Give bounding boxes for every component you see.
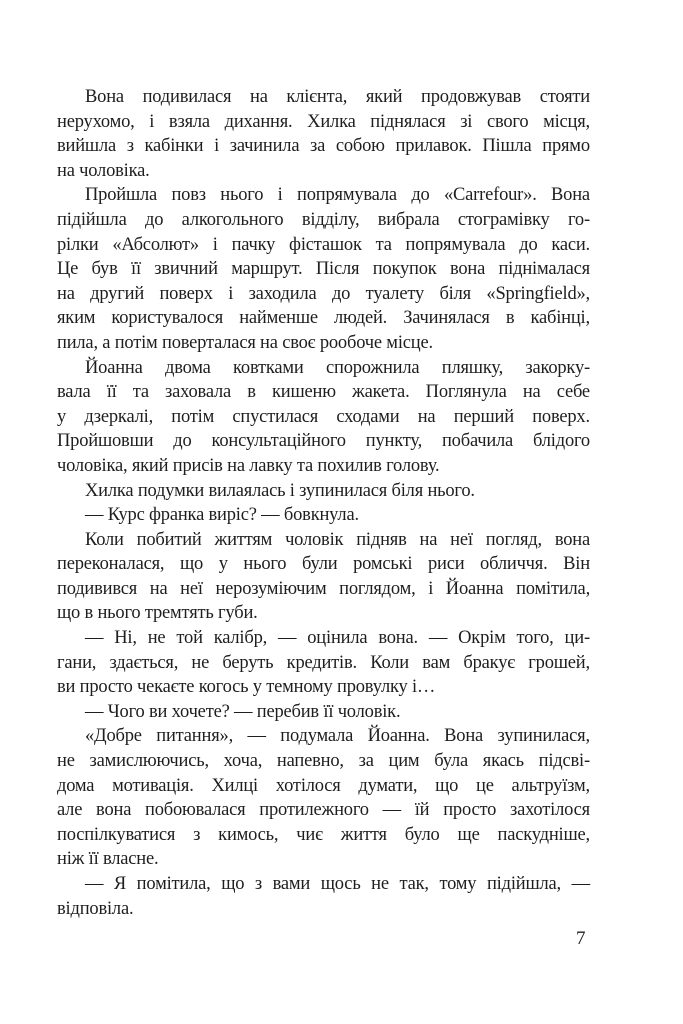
word: нерозуміючим (215, 578, 327, 599)
word: пляшку, (441, 357, 504, 378)
word: нього (220, 185, 264, 206)
word: повз (171, 185, 206, 206)
text-line (57, 798, 590, 823)
word: вона (96, 800, 132, 821)
word: на (419, 529, 438, 550)
text-line: пила, а потім поверталася на своє рообоче місце. (57, 332, 433, 353)
word: щось (320, 874, 361, 894)
word: їй (414, 800, 430, 821)
text-line (57, 257, 590, 282)
word: до (411, 185, 430, 206)
word: думати, (358, 775, 418, 796)
word: була (434, 751, 468, 772)
text-line (57, 724, 590, 749)
word: питання», (156, 726, 233, 747)
word: Пройшовши (57, 431, 154, 452)
paragraph (57, 85, 590, 183)
word: це (476, 775, 494, 796)
word: — (571, 874, 590, 894)
word: кишеню (271, 382, 336, 403)
word: заходила (248, 283, 317, 304)
text-line (57, 380, 590, 405)
word: клієнта, (286, 87, 348, 107)
word: вона (449, 259, 486, 280)
text-line (57, 183, 590, 208)
text-line (57, 528, 590, 553)
word: — (382, 800, 401, 821)
word: здається, (109, 652, 179, 673)
word: грошей, (528, 652, 590, 673)
text-line (57, 233, 590, 258)
paragraph (57, 183, 590, 355)
word: стояти (539, 87, 590, 107)
page-text (57, 85, 590, 921)
word: — (85, 628, 104, 649)
word: собою (335, 136, 385, 157)
word: поверх. (532, 406, 590, 427)
word: та (132, 382, 149, 403)
word: другий (90, 283, 145, 304)
word: і (428, 578, 434, 599)
word: були (301, 554, 338, 575)
word: Йоанна (445, 578, 504, 599)
text-line (57, 749, 590, 774)
word: спустилася (232, 406, 319, 427)
word: на (57, 283, 75, 304)
word: помітила, (136, 874, 211, 894)
word: подивилася (142, 87, 232, 107)
word: «Абсолют» (112, 234, 199, 255)
word: кабінці, (530, 308, 590, 329)
word: на (149, 578, 168, 599)
word: на (417, 406, 436, 427)
word: на (250, 87, 268, 107)
text-line (57, 85, 590, 110)
word: побачила (441, 431, 514, 452)
word: прилавок. (395, 136, 472, 157)
word: спорожнила (325, 357, 420, 378)
word: Ні, (114, 628, 137, 649)
word: і (214, 136, 220, 157)
page-number: 7 (576, 928, 586, 949)
word: дихання. (224, 111, 293, 132)
word: але (57, 800, 83, 821)
word: не (147, 628, 166, 649)
word: зачинила (229, 136, 300, 157)
word: той (176, 628, 203, 649)
word: користувалося (111, 308, 224, 329)
word: життя (340, 824, 387, 845)
word: Йоанна (85, 357, 143, 378)
text-line: ви просто чекаєте когось у темному провулку і… (57, 677, 436, 698)
word: дома (57, 775, 95, 796)
word: паскудніше, (497, 824, 590, 845)
word: поглядом, (339, 578, 416, 599)
text-line (57, 626, 590, 651)
word: переконалася, (57, 554, 165, 575)
word: підсві- (538, 751, 590, 772)
text-line (57, 405, 590, 430)
word: найменше (239, 308, 318, 329)
word: за (310, 136, 326, 157)
word: туалету (365, 283, 425, 304)
word: підійшла, (486, 874, 561, 894)
text-line: Хилка подумки вилаялась і зупинилася біля нього. (85, 480, 475, 501)
word: подивився (57, 578, 138, 599)
word: помітила, (516, 578, 590, 599)
text-line: — Чого ви хочете? — перебив її чоловік. (85, 701, 401, 722)
word: до (331, 283, 351, 304)
word: бракує (463, 652, 515, 673)
word: маршрут. (231, 259, 303, 280)
word: альтруїзм, (511, 775, 590, 796)
word: дзеркалі, (84, 406, 154, 427)
word: двома (164, 357, 211, 378)
word: каси. (551, 234, 590, 255)
text-line: що в нього тремтять губи. (57, 603, 258, 624)
paragraph (57, 479, 590, 504)
paragraph (57, 503, 590, 528)
word: Поглянула (425, 382, 507, 403)
text-line (57, 208, 590, 233)
word: Це (57, 259, 79, 280)
word: ковтками (233, 357, 304, 378)
word: який (365, 87, 403, 107)
text-line (57, 306, 590, 331)
word: життям (214, 529, 273, 550)
word: зупинилася, (497, 726, 590, 747)
word: за (358, 751, 374, 772)
word: якась (482, 751, 524, 772)
word: був (91, 259, 118, 280)
word: заховала (165, 382, 232, 403)
word: закорку- (525, 357, 590, 378)
word: кимось, (218, 824, 279, 845)
word: цим (388, 751, 420, 772)
word: того, (516, 628, 554, 649)
word: ромські (353, 554, 413, 575)
word: замислюючись, (89, 751, 209, 772)
word: поспілкуватися (57, 824, 176, 845)
word: тому (439, 874, 477, 894)
text-line: — Курс франка виріс? — бовкнула. (85, 505, 359, 526)
word: у (218, 554, 228, 575)
word: вибрала (377, 209, 440, 230)
word: людей. (334, 308, 388, 329)
word: до (144, 209, 164, 230)
word: кабінки (144, 136, 204, 157)
word: та (375, 234, 392, 255)
word: мотивація. (112, 775, 194, 796)
text-line (57, 356, 590, 381)
word: Йоанна. (367, 726, 430, 747)
word: пункту, (365, 431, 423, 452)
word: прямо (542, 136, 590, 157)
word: подумала (280, 726, 354, 747)
word: чоловік (285, 529, 344, 550)
word: калібр, (213, 628, 268, 649)
word: риси (427, 554, 465, 575)
paragraph (57, 356, 590, 479)
word: сходами (336, 406, 400, 427)
word: неї (450, 529, 473, 550)
word: — (85, 874, 104, 894)
word: ще (457, 824, 480, 845)
word: її (131, 259, 141, 280)
word: перший (453, 406, 514, 427)
word: так, (399, 874, 429, 894)
word: звичний (154, 259, 218, 280)
word: пачку (231, 234, 276, 255)
paragraph (57, 724, 590, 872)
word: хотілося (275, 775, 341, 796)
word: з (193, 824, 201, 845)
word: «Carrefour». (443, 185, 537, 206)
word: підійшла (57, 209, 127, 230)
text-line (57, 823, 590, 848)
text-line: на чоловіка. (57, 160, 150, 181)
word: беруть (222, 652, 274, 673)
word: оцінила (307, 628, 368, 649)
word: вона (554, 529, 590, 550)
text-line (57, 134, 590, 159)
word: свого (486, 111, 529, 132)
word: у (57, 406, 67, 427)
word: взяла (168, 111, 210, 132)
word: кредитів. (286, 652, 357, 673)
word: вала (57, 382, 91, 403)
word: гани, (57, 652, 97, 673)
word: Після (315, 259, 360, 280)
word: — (278, 628, 297, 649)
word: підняв (356, 529, 407, 550)
paragraph (57, 700, 590, 725)
word: і (212, 234, 218, 255)
word: ци- (564, 628, 590, 649)
text-line (57, 651, 590, 676)
word: побоювалася (145, 800, 246, 821)
word: вона. (378, 628, 418, 649)
word: що (179, 554, 204, 575)
text-line (57, 552, 590, 577)
text-line (57, 774, 590, 799)
word: алкогольного (181, 209, 284, 230)
word: Вона (551, 185, 590, 206)
word: стограмівку (457, 209, 550, 230)
word: в (505, 308, 515, 329)
word: потім (171, 406, 215, 427)
text-line (57, 872, 590, 897)
word: було (404, 824, 440, 845)
word: в (247, 382, 256, 403)
word: до (519, 234, 538, 255)
word: Хилці (211, 775, 258, 796)
word: і (149, 111, 155, 132)
word: що (435, 775, 459, 796)
word: неї (180, 578, 203, 599)
word: го- (567, 209, 590, 230)
word: Вона (444, 726, 484, 747)
paragraph (57, 626, 590, 700)
word: не (191, 652, 210, 673)
word: і (277, 185, 283, 206)
word: напевно, (276, 751, 344, 772)
word: попрямувала (297, 185, 397, 206)
word: яким (57, 308, 96, 329)
word: піднялася (370, 111, 446, 132)
paragraph (57, 528, 590, 626)
text-line (57, 429, 590, 454)
text-line: чоловіка, який присів на лавку та похилив голову. (57, 455, 440, 476)
word: хоча, (223, 751, 263, 772)
word: нерухомо, (57, 111, 135, 132)
word: її (106, 382, 117, 403)
word: Пішла (482, 136, 532, 157)
word: консультаційного (211, 431, 346, 452)
word: з (254, 874, 263, 894)
word: поверх (159, 283, 213, 304)
word: протилежного (259, 800, 369, 821)
word: відділу, (301, 209, 360, 230)
word: вам (422, 652, 451, 673)
word: Окрім (458, 628, 506, 649)
word: Він (563, 554, 590, 575)
word: «Добре (85, 726, 142, 747)
word: до (173, 431, 192, 452)
text-line: ніж її власне. (57, 849, 159, 870)
word: продовжував (421, 87, 522, 107)
word: побитий (136, 529, 202, 550)
word: вами (272, 874, 311, 894)
word: що (221, 874, 245, 894)
word: «Springfield», (486, 283, 590, 304)
word: покупок (372, 259, 437, 280)
word: блідого (533, 431, 590, 452)
text-line (57, 110, 590, 135)
word: Хилка (307, 111, 356, 132)
word: рілки (57, 234, 99, 255)
word: Я (113, 874, 127, 894)
paragraph (57, 872, 590, 921)
word: Зачинялася (403, 308, 490, 329)
word: Пройшла (85, 185, 158, 206)
word: Коли (370, 652, 410, 673)
word: фісташок (289, 234, 362, 255)
word: — (247, 726, 266, 747)
text-line: відповіла. (57, 898, 134, 919)
word: себе (556, 382, 590, 403)
word: просто (443, 800, 497, 821)
word: чиє (296, 824, 323, 845)
word: не (371, 874, 389, 894)
word: на (522, 382, 541, 403)
word: — (428, 628, 448, 649)
word: вийшла (57, 136, 117, 157)
word: місця, (543, 111, 590, 132)
word: обличчя. (480, 554, 548, 575)
text-line (57, 577, 590, 602)
word: нього (243, 554, 287, 575)
word: зі (460, 111, 473, 132)
word: біля (439, 283, 471, 304)
word: і (228, 283, 234, 304)
word: не (57, 751, 75, 772)
word: з (126, 136, 134, 157)
word: піднімалася (498, 259, 590, 280)
text-line (57, 282, 590, 307)
word: захотілося (509, 800, 590, 821)
word: жакета. (352, 382, 410, 403)
word: Вона (85, 87, 124, 107)
word: Коли (85, 529, 124, 550)
word: попрямувала (405, 234, 506, 255)
word: погляд, (485, 529, 542, 550)
